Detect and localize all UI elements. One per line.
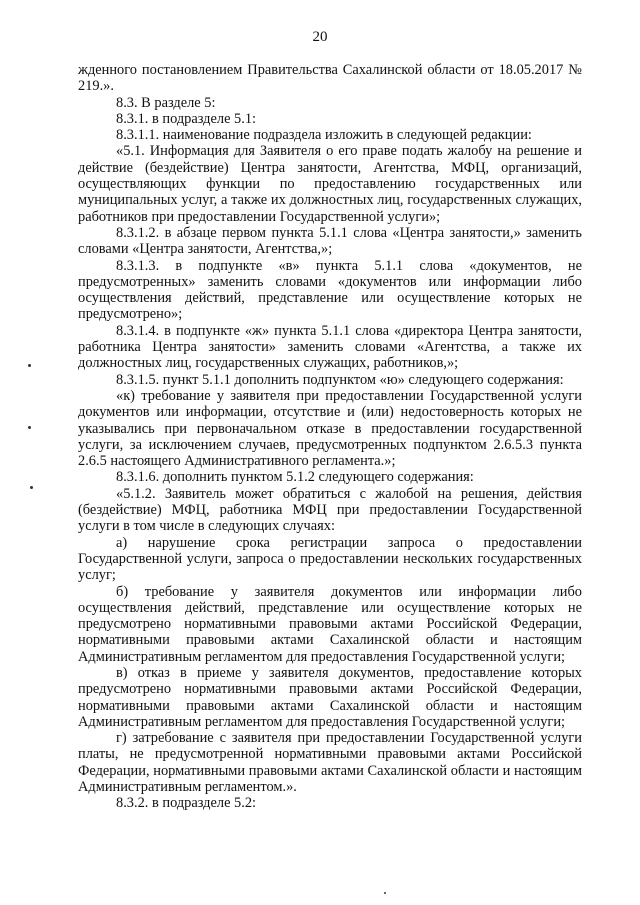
page-number: 20 (312, 29, 328, 45)
paragraph-8-3-1-6: 8.3.1.6. дополнить пунктом 5.1.2 следующего содержания: (116, 469, 474, 486)
scan-speck-2 (28, 426, 31, 429)
paragraph-item-g: г) затребование с заявителя при предоставлении Государственной услуги платы, не предусмотренной нормативными правовыми актами Российской Федерации, нормативными правовыми актами Сахалинской области и настоящим Административным регламентом.». (78, 730, 582, 796)
paragraph-8-3-1: 8.3.1. в подразделе 5.1: (116, 110, 257, 127)
paragraph-8-3-1-2: 8.3.1.2. в абзаце первом пункта 5.1.1 слова «Центра занятости,» заменить словами «Центра занятости, Агентства,»; (78, 224, 582, 258)
paragraph-8-3-1-4: 8.3.1.4. в подпункте «ж» пункта 5.1.1 слова «директора Центра занятости, работника Центра занятости» заменить словами «Агентства, а также их должностных лиц, государственных служащих, работников,»; (78, 322, 582, 372)
paragraph-quote-5-1-2: «5.1.2. Заявитель может обратиться с жалобой на решения, действия (бездействие) МФЦ, работника МФЦ при предоставлении Государственной услуги в том числе в следующих случаях: (78, 485, 582, 535)
paragraph-8-3-2: 8.3.2. в подразделе 5.2: (116, 795, 257, 812)
paragraph-8-3-1-5: 8.3.1.5. пункт 5.1.1 дополнить подпунктом «ю» следующего содержания: (116, 371, 564, 388)
paragraph-continuation: жденного постановлением Правительства Сахалинской области от 18.05.2017 № 219.». (78, 62, 582, 95)
paragraph-item-a: а) нарушение срока регистрации запроса о предоставлении Государственной услуги, запроса о предоставлении нескольких государственных услуг; (78, 534, 582, 584)
paragraph-8-3: 8.3. В разделе 5: (116, 94, 216, 111)
scan-speck-3 (30, 486, 33, 489)
paragraph-8-3-1-1: 8.3.1.1. наименование подраздела изложить в следующей редакции: (116, 127, 532, 144)
paragraph-item-v: в) отказ в приеме у заявителя документов, предоставление которых предусмотрено нормативными правовыми актами Российской Федерации, нормативными правовыми актами Сахалинской области и настоящим Административным регламентом для предоставления Государственной услуги; (78, 664, 582, 730)
paragraph-item-b: б) требование у заявителя документов или информации либо осуществления действий, представление или осуществление которых не предусмотрено нормативными правовыми актами Российской Федерации, нормативными правовыми актами Сахалинской области и настоящим Административным регламентом для предоставления Государственной услуги; (78, 583, 582, 665)
paragraph-8-3-1-3: 8.3.1.3. в подпункте «в» пункта 5.1.1 слова «документов, не предусмотренных» заменить словами «документов или информации либо осуществления действий, представление или осуществление которых не предусмотрено»; (78, 257, 582, 323)
document-body (78, 62, 582, 812)
scan-speck-1 (28, 364, 31, 367)
paragraph-quote-5-1: «5.1. Информация для Заявителя о его праве подать жалобу на решение и действие (бездействие) Центра занятости, Агентства, МФЦ, организаций, осуществляющих функции по предоставлению государственных или муниципальных услуг, а также их должностных лиц, государственных служащих, работников при предоставлении Государственной услуги»; (78, 143, 582, 225)
paragraph-item-k: «к) требование у заявителя при предоставлении Государственной услуги документов или информации, отсутствие и (или) недостоверность которых не указывались при первоначальном отказе в предоставлении государственной услуги, за исключением случаев, предусмотренных подпунктом 2.6.5.3 пункта 2.6.5 настоящего Административного регламента.»; (78, 387, 582, 470)
scan-speck-4 (384, 892, 386, 894)
